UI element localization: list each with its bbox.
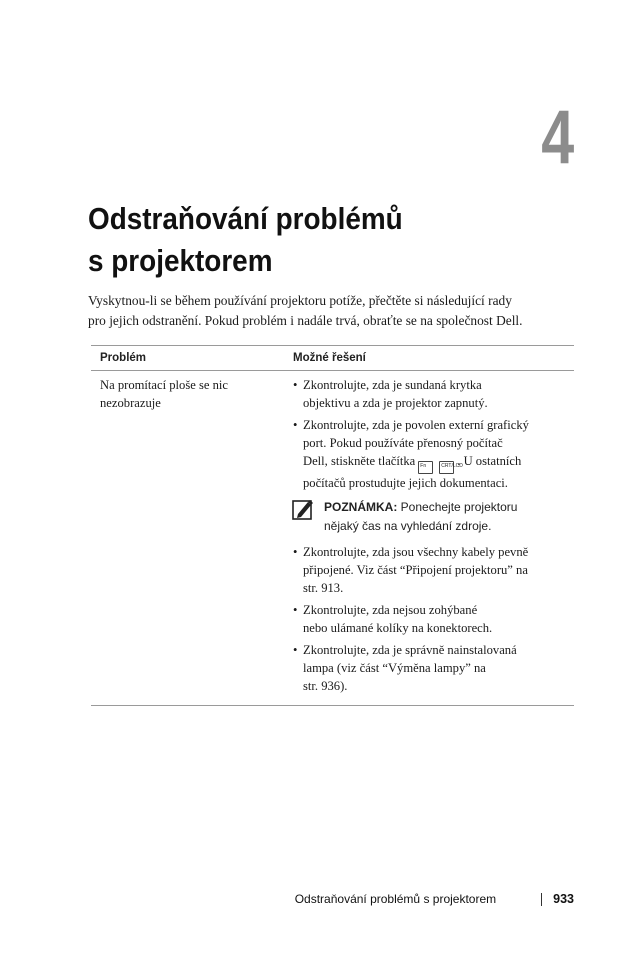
bullet-line: • Zkontrolujte, zda je povolen externí grafický xyxy=(303,418,529,432)
chapter-title-line-1: Odstraňování problémů xyxy=(88,201,403,236)
list-item xyxy=(284,641,574,695)
bullet-line: lampa (viz část “Výměna lampy” na xyxy=(303,661,486,675)
solution-cell xyxy=(284,376,574,699)
troubleshooting-table xyxy=(91,345,574,706)
table-row xyxy=(91,371,574,706)
bullet-line: str. 936). xyxy=(303,679,348,693)
note-pencil-icon xyxy=(292,498,314,520)
bullet-line: počítačů prostudujte jejich dokumentaci. xyxy=(303,476,508,490)
bullet-line: • Zkontrolujte, zda jsou všechny kabely pevně xyxy=(303,545,529,559)
bullet-line: port. Pokud používáte přenosný počítač xyxy=(303,436,503,450)
intro-paragraph xyxy=(88,291,568,330)
key-line-before: Dell, stiskněte tlačítka xyxy=(303,454,416,468)
bullet-line: str. 913. xyxy=(303,581,344,595)
key-line-after: . U ostatních xyxy=(457,454,522,468)
chapter-title xyxy=(88,198,511,282)
problem-line: nezobrazuje xyxy=(100,396,161,410)
bullet-line: objektivu a zda je projektor zapnutý. xyxy=(303,396,488,410)
crt-lcd-key-icon: CRT/LCD xyxy=(439,461,454,474)
header-solution: Možné řešení xyxy=(293,352,366,364)
bullet-line-with-keys xyxy=(303,452,574,474)
footer-separator xyxy=(541,893,542,906)
bullet-line: nebo ulámané kolíky na konektorech. xyxy=(303,621,493,635)
page-footer xyxy=(295,892,574,906)
bullet-line: • Zkontrolujte, zda je sundaná krytka xyxy=(303,378,482,392)
note-box xyxy=(292,498,574,536)
footer-title: Odstraňování problémů s projektorem xyxy=(294,892,497,906)
chapter-number: 4 xyxy=(541,95,574,180)
problem-cell xyxy=(91,376,284,699)
fn-key-icon: Fn xyxy=(418,461,433,474)
solution-list-continued xyxy=(284,543,574,695)
intro-line-2: pro jejich odstranění. Pokud problém i nadále trvá, obraťte se na společnost Dell. xyxy=(88,312,523,328)
intro-line-1: Vyskytnou-li se během používání projektoru potíže, přečtěte si následující rady xyxy=(88,293,512,308)
header-problem: Problém xyxy=(100,352,147,364)
note-label: POZNÁMKA: xyxy=(324,500,398,514)
problem-line: Na promítací ploše se nic xyxy=(100,378,228,392)
note-text-second: nějaký čas na vyhledání zdroje. xyxy=(324,519,492,533)
solution-list xyxy=(284,376,574,492)
note-text-first: Ponechejte projektoru xyxy=(400,500,518,514)
bullet-line: • Zkontrolujte, zda nejsou zohýbané xyxy=(303,603,478,617)
list-item xyxy=(284,376,574,412)
chapter-title-line-2: s projektorem xyxy=(88,243,273,278)
page-number: 933 xyxy=(553,892,574,906)
list-item xyxy=(284,543,574,597)
bullet-line: • Zkontrolujte, zda je správně nainstalovaná xyxy=(303,643,517,657)
table-header xyxy=(91,346,574,371)
bullet-line: připojené. Viz část “Připojení projektoru” na xyxy=(303,563,528,577)
list-item xyxy=(284,601,574,637)
list-item xyxy=(284,416,574,492)
